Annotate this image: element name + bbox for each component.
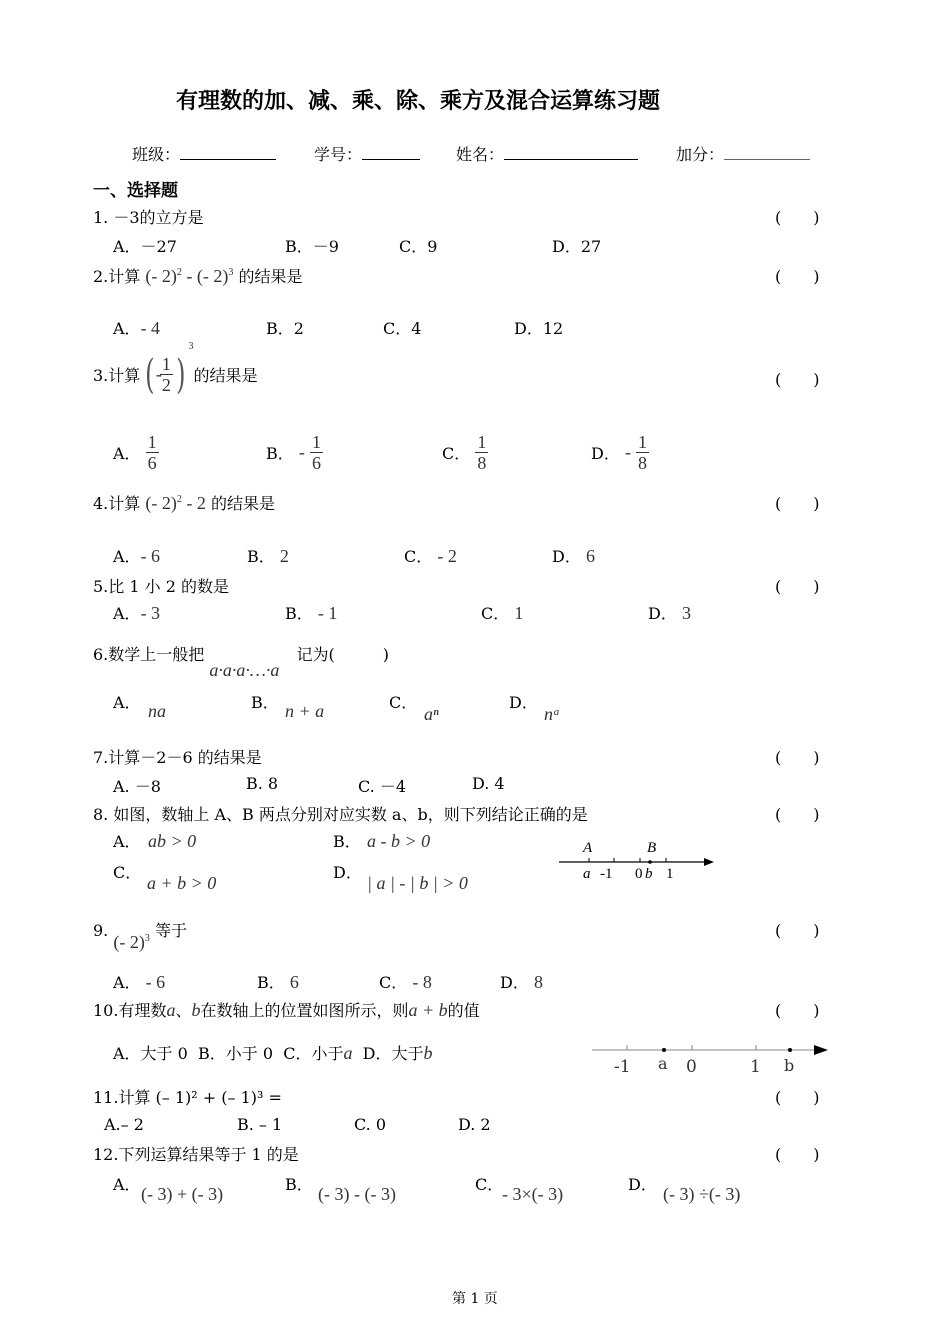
- q5-option-d-value: 3: [681, 603, 691, 623]
- q9-stem-post: 等于: [154, 921, 187, 940]
- q10-option-c[interactable]: [283, 1044, 352, 1063]
- q9-option-d-value: 8: [533, 972, 543, 992]
- q8-label-0: 0: [635, 866, 643, 882]
- q8-option-c[interactable]: [113, 860, 141, 883]
- q3-option-c[interactable]: [442, 432, 488, 473]
- q6-option-b-value: n + a: [285, 701, 325, 721]
- answer-bracket[interactable]: ( ): [775, 267, 820, 286]
- q1-option-a[interactable]: A．－27: [113, 237, 177, 256]
- q5-option-b-label: B．: [285, 604, 313, 623]
- q12-option-b-value: (- 3) - (- 3): [318, 1184, 396, 1204]
- class-field: [132, 142, 276, 165]
- name-field: [456, 142, 638, 165]
- q3-option-c-label: C．: [442, 444, 471, 463]
- score-label: 加分：: [676, 145, 725, 164]
- q4-option-b-value: 2: [279, 546, 289, 566]
- answer-bracket[interactable]: ( ): [775, 1001, 820, 1020]
- q11-option-b[interactable]: B. – 1: [237, 1115, 283, 1134]
- q5-option-d-label: D．: [648, 604, 677, 623]
- answer-bracket[interactable]: ( ): [775, 577, 820, 596]
- q10-options: [113, 1041, 432, 1064]
- id-label: 学号：: [314, 145, 363, 164]
- q8-label-neg1: -1: [600, 866, 613, 882]
- section-heading: 一、选择题: [93, 181, 178, 201]
- q9-option-c[interactable]: [379, 970, 432, 993]
- q8-number-line: [556, 836, 716, 884]
- answer-bracket[interactable]: ( ): [775, 1088, 820, 1107]
- q8-option-a-label: A．: [113, 832, 141, 851]
- q10-stem-mid: 在数轴上的位置如图所示，则: [200, 1001, 409, 1020]
- id-field: [314, 142, 420, 165]
- class-label: 班级：: [132, 145, 181, 164]
- name-label: 姓名：: [456, 145, 505, 164]
- q3-option-b-label: B．: [266, 444, 294, 463]
- q3-option-c-fraction: $\frac{1}{8}$: [477, 432, 487, 473]
- q3-option-d[interactable]: [591, 432, 649, 473]
- q12-option-d-value: (- 3) ÷(- 3): [663, 1184, 741, 1204]
- question-3-stem: 3.计算 (- $\frac{1}{2}$ )$^3$的结果是: [93, 340, 258, 398]
- q10-option-c-text: C．小于: [283, 1044, 344, 1063]
- q10-number-line: [590, 1036, 830, 1080]
- q9-option-a-value: - 6: [145, 972, 166, 992]
- q12-option-d[interactable]: [628, 1172, 657, 1195]
- q4-option-c-label: C．: [404, 547, 433, 566]
- q4-option-c-value: - 2: [437, 546, 457, 566]
- q8-label-A: A: [583, 840, 593, 856]
- question-12-stem: 12.下列运算结果等于 1 的是: [93, 1145, 299, 1164]
- page-number: 第 1 页: [452, 1291, 498, 1307]
- q2-stem-post: 的结果是: [238, 267, 303, 286]
- q6-option-d-value: nᵃ: [544, 704, 561, 724]
- answer-bracket[interactable]: ( ): [775, 494, 820, 513]
- q6-option-a-label: A．: [113, 693, 141, 712]
- q8-option-d-value: | a | - | b | > 0: [367, 873, 468, 893]
- q10-label-neg1: -1: [614, 1057, 631, 1077]
- q3-stem-post: 的结果是: [193, 366, 258, 385]
- q9-option-b-label: B．: [257, 973, 285, 992]
- q10-option-c-var: a: [343, 1043, 353, 1063]
- q7-option-b[interactable]: B. 8: [246, 774, 279, 793]
- q5-option-a[interactable]: [113, 601, 160, 624]
- q6-option-d-label: D．: [509, 693, 538, 712]
- answer-bracket[interactable]: ( ): [775, 748, 820, 767]
- q4-option-d-value: 6: [585, 546, 595, 566]
- q4-stem-pre: 4.计算: [93, 494, 141, 513]
- q7-option-a[interactable]: A. －8: [113, 777, 161, 796]
- q9-option-a[interactable]: [113, 970, 165, 993]
- q8-option-b[interactable]: [333, 829, 361, 852]
- q12-option-b[interactable]: [285, 1172, 313, 1195]
- q12-option-a-label: A．: [113, 1175, 141, 1194]
- q4-option-a[interactable]: [113, 544, 160, 567]
- q2-option-c[interactable]: C．4: [383, 319, 422, 338]
- page-title: 有理数的加、减、乘、除、乘方及混合运算练习题: [176, 89, 661, 114]
- q10-var-a: a: [166, 1000, 176, 1020]
- q10-axis-arrow: [814, 1045, 828, 1055]
- q6-option-b-label: B．: [251, 693, 279, 712]
- q5-option-a-label: A．: [113, 604, 141, 623]
- q6-expression: a·a·a·…·a: [209, 660, 280, 680]
- q3-option-b-sign: -: [298, 442, 305, 462]
- q4-option-a-value: - 6: [140, 546, 161, 566]
- question-6-stem: [93, 642, 389, 680]
- q10-option-d[interactable]: [363, 1044, 433, 1063]
- q9-option-a-label: A．: [113, 973, 141, 992]
- q2-expression: (- 2)$^2$ - (- 2)$^3$: [145, 266, 234, 286]
- name-blank[interactable]: [504, 143, 638, 160]
- q2-option-a-label: A．: [113, 319, 141, 338]
- q8-option-d[interactable]: [333, 860, 362, 883]
- q8-option-c-label: C．: [113, 863, 142, 882]
- q8-axis-arrow: [704, 858, 714, 866]
- q6-option-b[interactable]: [251, 690, 279, 713]
- answer-bracket[interactable]: ( ): [775, 805, 820, 824]
- answer-bracket[interactable]: ( ): [775, 370, 820, 389]
- q10-stem-post: 的值: [447, 1001, 480, 1020]
- q2-option-d[interactable]: D．12: [514, 319, 564, 338]
- question-10-stem: [93, 998, 480, 1021]
- q6-option-c-value: aⁿ: [424, 704, 439, 724]
- q8-option-d-label: D．: [333, 863, 362, 882]
- q3-fraction: -: [155, 364, 162, 384]
- q8-label-b: b: [645, 866, 653, 882]
- q11-option-c[interactable]: C. 0: [354, 1115, 387, 1134]
- q4-option-d[interactable]: [552, 544, 595, 567]
- q10-label-a: a: [658, 1054, 668, 1073]
- q12-option-a-value: (- 3) + (- 3): [141, 1184, 224, 1204]
- question-4-stem: [93, 491, 275, 514]
- q6-option-c-label: C．: [389, 693, 418, 712]
- score-blank[interactable]: [724, 143, 810, 160]
- q4-option-a-label: A．: [113, 547, 141, 566]
- q3-option-d-fraction: $\frac{1}{8}$: [638, 432, 648, 473]
- q12-option-d-label: D．: [628, 1175, 657, 1194]
- q9-option-b-value: 6: [289, 972, 299, 992]
- q4-expression: (- 2)$^2$ - 2: [145, 493, 206, 513]
- q6-option-c[interactable]: [389, 690, 417, 713]
- q6-stem-post: 记为( ): [296, 645, 389, 664]
- q6-option-a-value: na: [148, 701, 166, 721]
- q5-option-b[interactable]: [285, 601, 337, 624]
- q8-option-b-label: B．: [333, 832, 361, 851]
- q12-option-a[interactable]: [113, 1172, 141, 1195]
- q7-option-d[interactable]: D. 4: [472, 774, 505, 793]
- id-blank[interactable]: [362, 143, 420, 160]
- q5-option-a-value: - 3: [140, 603, 161, 623]
- q6-option-d[interactable]: [509, 690, 538, 713]
- q5-option-c-label: C．: [481, 604, 510, 623]
- q9-option-d[interactable]: [500, 970, 543, 993]
- question-2-stem: [93, 264, 302, 287]
- q10-point-b: [788, 1048, 792, 1052]
- question-7-stem: 7.计算－2－6 的结果是: [93, 748, 262, 767]
- q10-option-b[interactable]: B．小于 0: [198, 1044, 274, 1063]
- q1-option-d[interactable]: D．27: [552, 237, 602, 256]
- q8-option-b-value: a - b > 0: [367, 831, 431, 851]
- q9-expression: (- 2)$^3$: [113, 932, 150, 952]
- q4-option-b[interactable]: [247, 544, 289, 567]
- q11-option-d[interactable]: D. 2: [458, 1115, 491, 1134]
- q1-option-b[interactable]: B．－9: [285, 237, 339, 256]
- q12-option-c[interactable]: [475, 1172, 503, 1195]
- question-1-stem: 1. －3的立方是: [93, 208, 204, 227]
- q9-option-b[interactable]: [257, 970, 299, 993]
- q8-point-b: [648, 860, 652, 864]
- q10-label-0: 0: [686, 1057, 697, 1077]
- q3-option-b-fraction: $\frac{1}{6}$: [311, 432, 321, 473]
- q9-option-d-label: D．: [500, 973, 529, 992]
- q6-stem-pre: 6.数学上一般把: [93, 645, 205, 664]
- q10-option-d-var: b: [423, 1043, 433, 1063]
- q9-option-c-value: - 8: [412, 972, 432, 992]
- q3-option-b[interactable]: [266, 432, 323, 473]
- score-field: [676, 142, 810, 165]
- q10-option-d-text: D．大于: [362, 1044, 424, 1063]
- answer-bracket[interactable]: ( ): [775, 921, 820, 940]
- q10-label-1: 1: [750, 1057, 761, 1077]
- q10-sep: 、: [175, 1001, 192, 1020]
- q10-var-b: b: [191, 1000, 201, 1020]
- q2-option-b[interactable]: B．2: [266, 319, 304, 338]
- q5-option-c-value: 1: [514, 603, 524, 623]
- q5-option-c[interactable]: [481, 601, 523, 624]
- q3-fraction-body: $\frac{1}{2}$: [161, 354, 171, 395]
- question-9-stem: [93, 918, 187, 952]
- q4-option-d-label: D．: [552, 547, 581, 566]
- q10-point-a: [662, 1048, 666, 1052]
- q8-option-c-value: a + b > 0: [147, 873, 217, 893]
- q1-option-c[interactable]: C．9: [399, 237, 438, 256]
- q4-option-c[interactable]: [404, 544, 457, 567]
- answer-bracket[interactable]: ( ): [775, 1145, 820, 1164]
- q12-option-c-label: C．: [475, 1175, 504, 1194]
- q2-option-a-value: - 4: [140, 318, 161, 338]
- q3-option-a-label: A．: [113, 444, 141, 463]
- q10-label-b: b: [784, 1056, 795, 1075]
- q11-option-a[interactable]: A.– 2: [104, 1115, 144, 1134]
- q10-expression: a + b: [408, 1000, 448, 1020]
- q8-option-a[interactable]: [113, 829, 141, 852]
- q2-stem-pre: 2.计算: [93, 267, 141, 286]
- q3-option-d-label: D．: [591, 444, 620, 463]
- question-5-stem: 5.比 1 小 2 的数是: [93, 577, 229, 596]
- q4-stem-post: 的结果是: [210, 494, 275, 513]
- question-8-stem: 8. 如图，数轴上 A、B 两点分别对应实数 a、b，则下列结论正确的是: [93, 805, 588, 824]
- q12-option-c-value: - 3×(- 3): [502, 1184, 564, 1204]
- answer-bracket[interactable]: ( ): [775, 208, 820, 227]
- q8-label-a: a: [583, 866, 591, 882]
- class-blank[interactable]: [180, 143, 276, 160]
- q8-label-B: B: [647, 840, 657, 856]
- q3-option-d-sign: -: [624, 442, 631, 462]
- q3-stem-pre: 3.计算: [93, 366, 141, 385]
- q5-option-b-value: - 1: [317, 603, 338, 623]
- q3-option-a-fraction: $\frac{1}{6}$: [147, 432, 157, 473]
- q6-option-a[interactable]: [113, 690, 141, 713]
- q9-stem-pre: 9.: [93, 921, 109, 940]
- q2-option-a[interactable]: [113, 316, 160, 339]
- q12-option-b-label: B．: [285, 1175, 313, 1194]
- q7-option-c[interactable]: C. －4: [358, 777, 407, 796]
- q8-label-1: 1: [666, 866, 674, 882]
- q5-option-d[interactable]: [648, 601, 691, 624]
- q10-stem-pre: 10.有理数: [93, 1001, 167, 1020]
- q8-option-a-value: ab > 0: [148, 831, 197, 851]
- q3-option-a[interactable]: [113, 432, 159, 473]
- q10-option-a[interactable]: A．大于 0: [113, 1044, 188, 1063]
- q4-option-b-label: B．: [247, 547, 275, 566]
- q9-option-c-label: C．: [379, 973, 408, 992]
- question-11-stem: 11.计算 (– 1)² + (– 1)³ =: [93, 1088, 282, 1107]
